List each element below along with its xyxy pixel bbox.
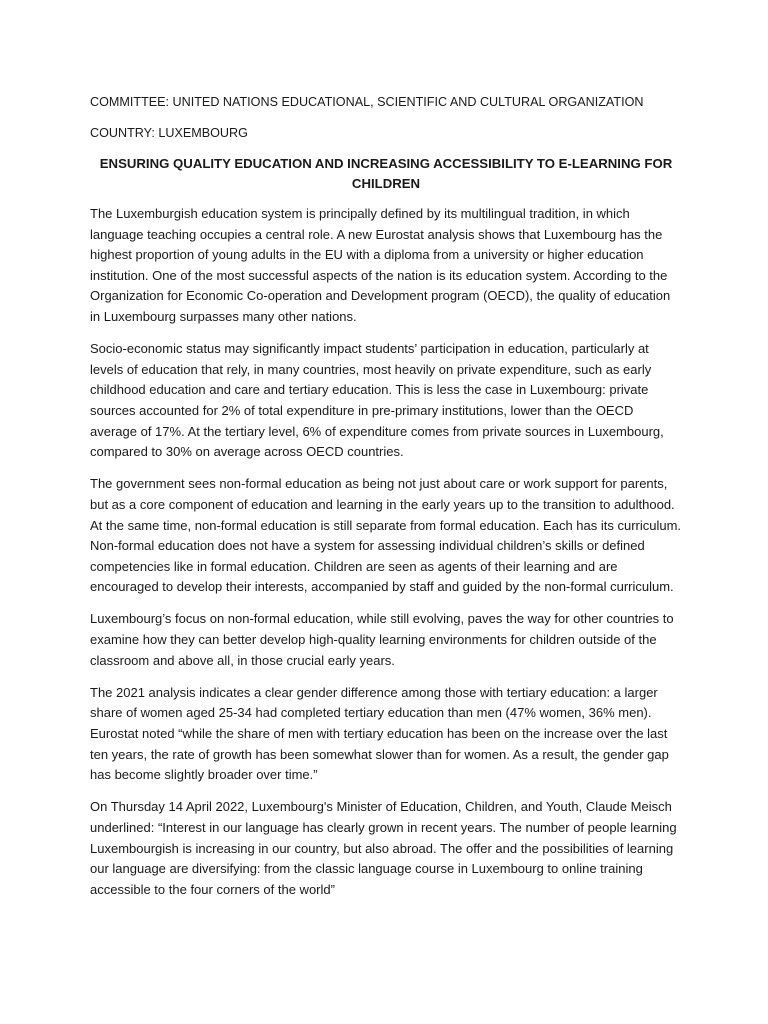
paragraph-focus: Luxembourg’s focus on non-formal education, while still evolving, paves the way for other countries to examine how they can better develop high-quality learning environments for children outside of the classroom and above all, in those crucial early years. [90,611,674,668]
committee-line: COMMITTEE: UNITED NATIONS EDUCATIONAL, SCIENTIFIC AND CULTURAL ORGANIZATION [90,95,644,109]
paragraph-gender-analysis: The 2021 analysis indicates a clear gender difference among those with tertiary education: a larger share of women aged 25-34 had completed tertiary education than men (47% women, 36% men). Eurostat noted “while the share of men with tertiary education has been on the increase over the last ten years, the rate of growth has been somewhat slower than for women. As a result, the gender gap has become slightly broader over time.” [90,684,669,783]
document-page [90,92,682,912]
paragraph-non-formal-education: The government sees non-formal education as being not just about care or work support for parents, but as a core component of education and learning in the early years up to the transition to adulthood. At the same time, non-formal education is still separate from formal education. Each has its curriculum. Non-formal education does not have a system for assessing individual children’s skills or defined competencies like in formal education. Children are seen as agents of their learning and are encouraged to develop their interests, accompanied by staff and guided by the non-formal curriculum. [90,476,682,595]
paragraph-education-system: The Luxemburgish education system is principally defined by its multilingual tradition, in which language teaching occupies a central role. A new Eurostat analysis shows that Luxembourg has the highest proportion of young adults in the EU with a diploma from a university or higher education institution. One of the most successful aspects of the nation is its education system. According to the Organization for Economic Co-operation and Development program (OECD), the quality of education in Luxembourg surpasses many other nations. [90,206,671,324]
document-title: ENSURING QUALITY EDUCATION AND INCREASING ACCESSIBILITY TO E-LEARNING FOR CHILDREN [99,156,673,191]
paragraph-socio-economic: Socio-economic status may significantly impact students’ participation in education, particularly at levels of education that rely, in many countries, most heavily on private expenditure, such as early childhood education and care and tertiary education. This is less the case in Luxembourg: private sources accounted for 2% of total expenditure in pre-primary institutions, lower than the OECD average of 17%. At the tertiary level, 6% of expenditure comes from private sources in Luxembourg, compared to 30% on average across OECD countries. [90,341,664,460]
country-line: COUNTRY: LUXEMBOURG [90,126,248,140]
paragraph-minister-quote: On Thursday 14 April 2022, Luxembourg's Minister of Education, Children, and Youth, Claude Meisch underlined: “Interest in our language has clearly grown in recent years. The number of people learning Luxembourgish is increasing in our country, but also abroad. The offer and the possibilities of learning our language are diversifying: from the classic language course in Luxembourg to online training accessible to the four corners of the world” [90,799,677,897]
